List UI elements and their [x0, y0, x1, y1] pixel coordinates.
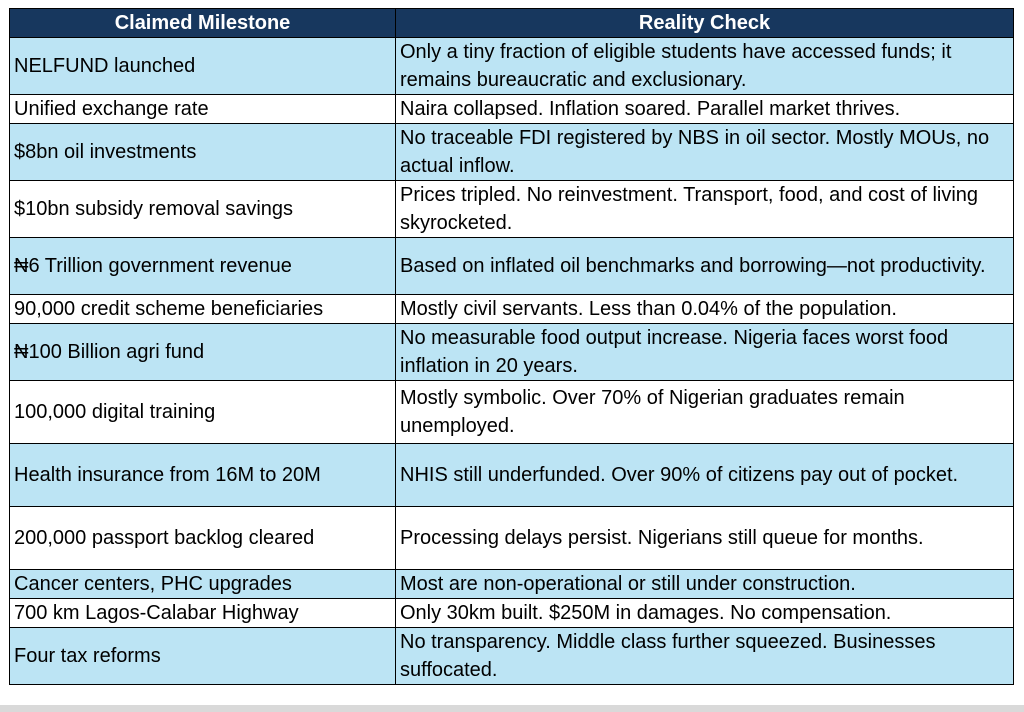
bottom-divider — [0, 705, 1024, 712]
claimed-milestone-cell: 100,000 digital training — [10, 381, 396, 444]
reality-check-cell: No transparency. Middle class further squeezed. Businesses suffocated. — [396, 628, 1014, 685]
table-body — [10, 38, 1014, 685]
claimed-milestone-cell: ₦6 Trillion government revenue — [10, 238, 396, 295]
table-row — [10, 238, 1014, 295]
claimed-milestone-cell: $8bn oil investments — [10, 124, 396, 181]
claimed-milestone-cell: 700 km Lagos-Calabar Highway — [10, 599, 396, 628]
reality-check-cell: Processing delays persist. Nigerians still queue for months. — [396, 507, 1014, 570]
header-claimed-milestone: Claimed Milestone — [10, 9, 396, 38]
table-row — [10, 324, 1014, 381]
reality-check-cell: Based on inflated oil benchmarks and borrowing—not productivity. — [396, 238, 1014, 295]
milestones-table-container — [9, 8, 1014, 685]
table-row — [10, 181, 1014, 238]
claimed-milestone-cell: NELFUND launched — [10, 38, 396, 95]
reality-check-cell: No traceable FDI registered by NBS in oil sector. Mostly MOUs, no actual inflow. — [396, 124, 1014, 181]
claimed-milestone-cell: 90,000 credit scheme beneficiaries — [10, 295, 396, 324]
table-row — [10, 599, 1014, 628]
table-row — [10, 38, 1014, 95]
table-row — [10, 628, 1014, 685]
table-row — [10, 124, 1014, 181]
claimed-milestone-cell: 200,000 passport backlog cleared — [10, 507, 396, 570]
reality-check-cell: Prices tripled. No reinvestment. Transport, food, and cost of living skyrocketed. — [396, 181, 1014, 238]
table-header — [10, 9, 1014, 38]
table-row — [10, 444, 1014, 507]
header-row — [10, 9, 1014, 38]
reality-check-cell: Most are non-operational or still under construction. — [396, 570, 1014, 599]
reality-check-cell: Only a tiny fraction of eligible students have accessed funds; it remains bureaucratic and exclusionary. — [396, 38, 1014, 95]
claimed-milestone-cell: ₦100 Billion agri fund — [10, 324, 396, 381]
table-row — [10, 507, 1014, 570]
table-row — [10, 381, 1014, 444]
milestones-table — [9, 8, 1014, 685]
claimed-milestone-cell: Four tax reforms — [10, 628, 396, 685]
reality-check-cell: Mostly symbolic. Over 70% of Nigerian graduates remain unemployed. — [396, 381, 1014, 444]
table-row — [10, 295, 1014, 324]
table-row — [10, 95, 1014, 124]
reality-check-cell: No measurable food output increase. Nigeria faces worst food inflation in 20 years. — [396, 324, 1014, 381]
reality-check-cell: NHIS still underfunded. Over 90% of citizens pay out of pocket. — [396, 444, 1014, 507]
reality-check-cell: Naira collapsed. Inflation soared. Parallel market thrives. — [396, 95, 1014, 124]
table-row — [10, 570, 1014, 599]
claimed-milestone-cell: Health insurance from 16M to 20M — [10, 444, 396, 507]
reality-check-cell: Mostly civil servants. Less than 0.04% of the population. — [396, 295, 1014, 324]
claimed-milestone-cell: Cancer centers, PHC upgrades — [10, 570, 396, 599]
reality-check-cell: Only 30km built. $250M in damages. No compensation. — [396, 599, 1014, 628]
claimed-milestone-cell: $10bn subsidy removal savings — [10, 181, 396, 238]
claimed-milestone-cell: Unified exchange rate — [10, 95, 396, 124]
header-reality-check: Reality Check — [396, 9, 1014, 38]
